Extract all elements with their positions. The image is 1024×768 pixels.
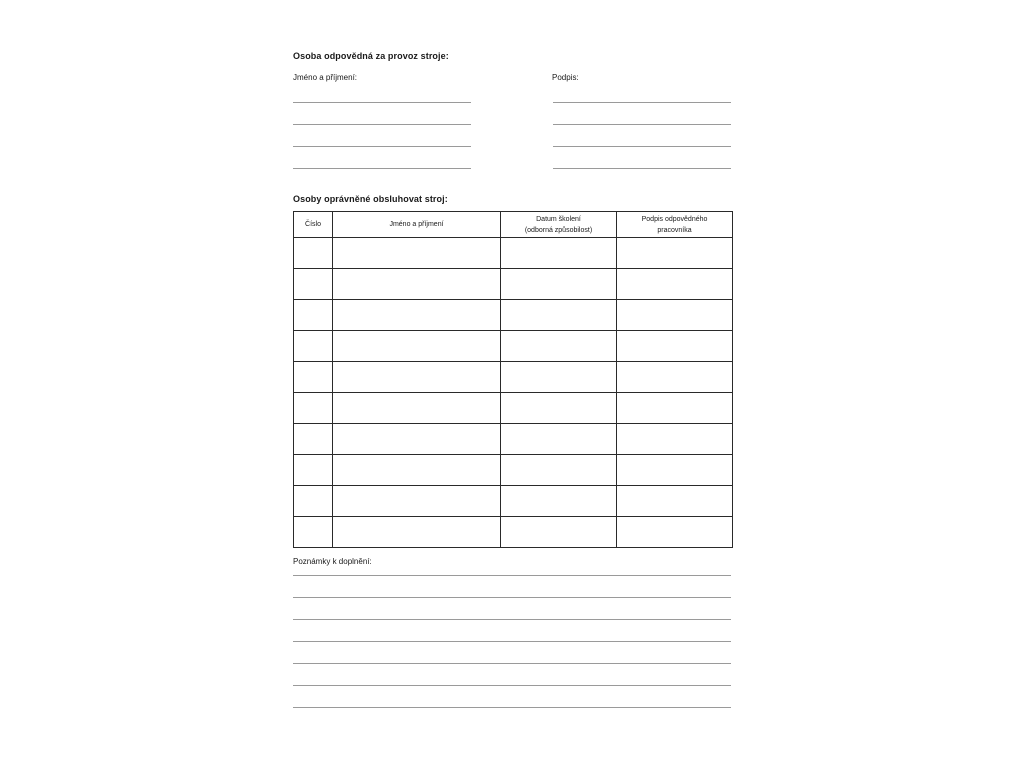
cell-number <box>294 393 333 424</box>
cell-supervisor-signature <box>617 455 733 486</box>
cell-supervisor-signature <box>617 331 733 362</box>
cell-name <box>333 486 501 517</box>
column-header-training-date-line2: (odborná způsobilost) <box>524 226 593 234</box>
notes-write-line <box>293 641 731 642</box>
cell-training-date <box>501 424 617 455</box>
cell-training-date <box>501 300 617 331</box>
cell-name <box>333 362 501 393</box>
cell-training-date <box>501 486 617 517</box>
table-row <box>294 331 733 362</box>
signature-write-line <box>553 168 731 169</box>
column-header-supervisor-signature-line2: pracovníka <box>657 226 692 234</box>
cell-training-date <box>501 393 617 424</box>
cell-number <box>294 238 333 269</box>
name-write-line <box>293 146 471 147</box>
notes-write-line <box>293 707 731 708</box>
cell-supervisor-signature <box>617 424 733 455</box>
name-write-line <box>293 124 471 125</box>
cell-supervisor-signature <box>617 486 733 517</box>
signature-write-line <box>553 102 731 103</box>
cell-training-date <box>501 331 617 362</box>
cell-training-date <box>501 517 617 548</box>
notes-label: Poznámky k doplnění: <box>293 557 372 566</box>
notes-write-line <box>293 575 731 576</box>
column-header-name <box>333 212 501 238</box>
table-row <box>294 455 733 486</box>
table-header-row <box>294 212 733 238</box>
cell-name <box>333 269 501 300</box>
table-row <box>294 424 733 455</box>
cell-training-date <box>501 238 617 269</box>
signature-write-line <box>553 124 731 125</box>
cell-number <box>294 424 333 455</box>
cell-number <box>294 331 333 362</box>
column-header-name-text: Jméno a příjmení <box>389 221 444 228</box>
signature-label: Podpis: <box>552 73 579 82</box>
cell-supervisor-signature <box>617 393 733 424</box>
cell-training-date <box>501 362 617 393</box>
operators-table <box>293 211 733 548</box>
table-row <box>294 393 733 424</box>
cell-name <box>333 331 501 362</box>
name-write-line <box>293 102 471 103</box>
notes-write-line <box>293 663 731 664</box>
column-header-training-date <box>501 212 617 238</box>
signature-write-line <box>553 146 731 147</box>
column-header-supervisor-signature-line1: Podpis odpovědného <box>641 215 708 223</box>
column-header-number <box>294 212 333 238</box>
notes-write-line <box>293 597 731 598</box>
cell-number <box>294 362 333 393</box>
name-write-line <box>293 168 471 169</box>
cell-supervisor-signature <box>617 238 733 269</box>
table-row <box>294 269 733 300</box>
cell-training-date <box>501 455 617 486</box>
cell-number <box>294 300 333 331</box>
table-row <box>294 362 733 393</box>
cell-name <box>333 393 501 424</box>
operators-heading: Osoby oprávněné obsluhovat stroj: <box>293 194 448 204</box>
column-header-supervisor-signature <box>617 212 733 238</box>
operators-table-body <box>294 238 733 548</box>
cell-training-date <box>501 269 617 300</box>
cell-supervisor-signature <box>617 300 733 331</box>
table-row <box>294 238 733 269</box>
cell-number <box>294 455 333 486</box>
table-row <box>294 486 733 517</box>
cell-name <box>333 424 501 455</box>
cell-supervisor-signature <box>617 269 733 300</box>
cell-name <box>333 238 501 269</box>
table-row <box>294 300 733 331</box>
column-header-number-text: Číslo <box>305 221 321 228</box>
notes-write-line <box>293 685 731 686</box>
column-header-training-date-line1: Datum školení <box>536 215 581 223</box>
cell-number <box>294 269 333 300</box>
cell-name <box>333 300 501 331</box>
cell-number <box>294 486 333 517</box>
responsible-person-heading: Osoba odpovědná za provoz stroje: <box>293 51 449 61</box>
cell-supervisor-signature <box>617 517 733 548</box>
notes-write-line <box>293 619 731 620</box>
name-label: Jméno a příjmení: <box>293 73 358 82</box>
table-row <box>294 517 733 548</box>
cell-number <box>294 517 333 548</box>
cell-name <box>333 455 501 486</box>
cell-supervisor-signature <box>617 362 733 393</box>
cell-name <box>333 517 501 548</box>
